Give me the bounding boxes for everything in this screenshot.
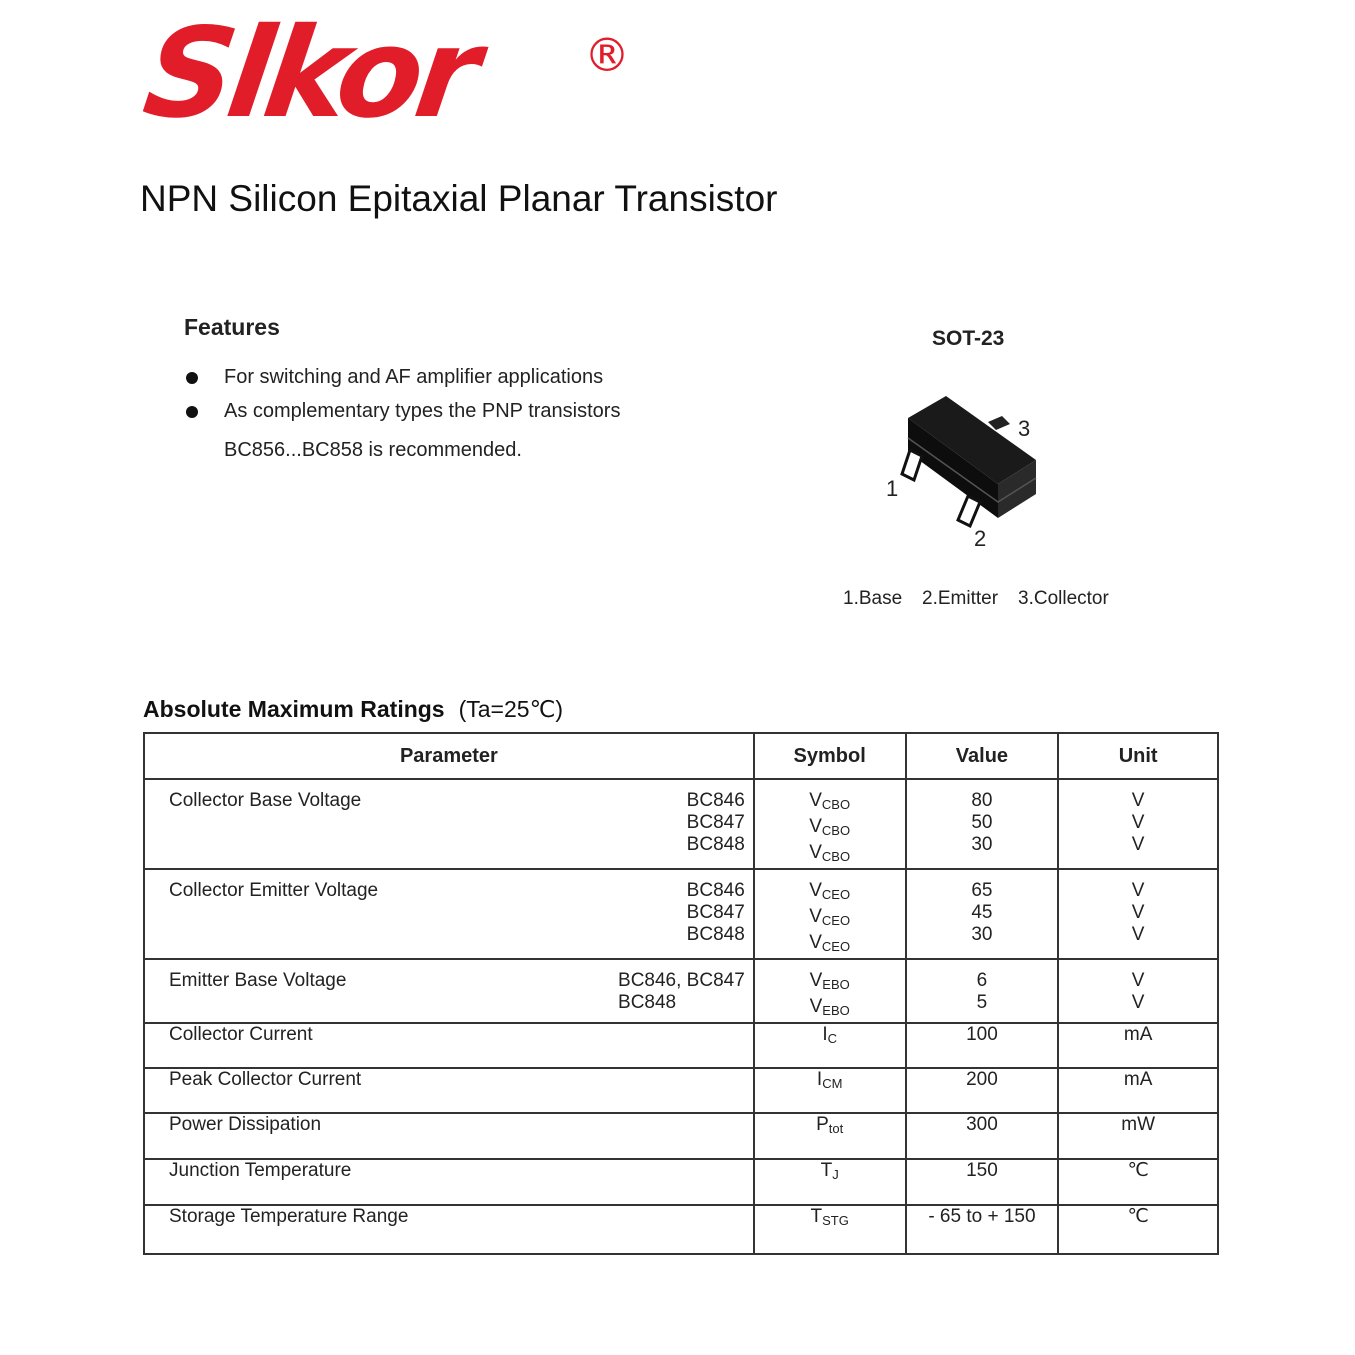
sot23-package-drawing [860,380,1060,560]
parameter-cell [144,959,754,1023]
variant-list [687,790,745,856]
parameter-name: Junction Temperature [144,1159,754,1205]
value: 100 [906,1023,1059,1068]
value: 45 [971,902,993,923]
unit: V [1131,880,1145,901]
symbol-cell [754,959,906,1023]
symbol: $V_{CEO}$ [809,906,851,928]
value: 6 [976,970,988,991]
parameter-name: Collector Base Voltage [169,790,362,811]
variant: BC848 [686,834,745,855]
value: 300 [906,1113,1059,1159]
unit: V [1131,992,1145,1013]
symbol: $V_{CEO}$ [809,880,851,902]
bullet-icon [186,372,198,384]
value: 50 [971,812,993,833]
symbol: $V_{EBO}$ [809,970,850,992]
parameter-cell [144,779,754,869]
value: 150 [906,1159,1059,1205]
registered-mark: ® [584,28,630,82]
ratings-table [143,732,1219,1255]
feature-item: As complementary types the PNP transistors [224,400,621,422]
unit: ℃ [1058,1159,1218,1205]
parameter-name: Collector Emitter Voltage [169,880,379,901]
symbol: $V_{EBO}$ [809,996,850,1018]
pin-legend-collector: 3.Collector [1018,588,1109,609]
unit: V [1131,834,1145,855]
unit: mA [1058,1068,1218,1113]
ratings-heading [143,696,563,723]
parameter-cell [144,869,754,959]
value-cell [906,779,1059,869]
brand-logo [136,2,646,148]
parameter-name: Collector Current [144,1023,754,1068]
bullet-icon [186,406,198,418]
variant: BC847 [686,812,745,833]
variant: BC846 [686,790,745,811]
feature-item: For switching and AF amplifier applications [224,366,604,388]
pin-number-1: 1 [886,476,899,501]
symbol: $V_{CBO}$ [809,842,851,864]
table-row [144,1205,1218,1254]
symbol-cell [754,779,906,869]
table-row [144,959,1218,1023]
unit-cell [1058,869,1218,959]
pin-number-3: 3 [1018,416,1031,441]
variant-list [618,970,745,1014]
value: 80 [971,790,993,811]
unit: V [1131,970,1145,991]
variant: BC847 [686,902,745,923]
value: 30 [971,834,993,855]
column-header-symbol: Symbol [754,733,906,779]
unit: V [1131,812,1145,833]
ratings-heading-text: Absolute Maximum Ratings [143,696,445,722]
variant: BC846, BC847 [618,970,745,991]
symbol: $T_{STG}$ [754,1205,906,1254]
ratings-condition: (Ta=25℃) [458,696,564,722]
table-row [144,1113,1218,1159]
variant: BC848 [686,924,745,945]
column-header-unit: Unit [1058,733,1218,779]
feature-item-continuation: BC856...BC858 is recommended. [224,439,522,461]
table-row [144,779,1218,869]
value: 200 [906,1068,1059,1113]
symbol: $V_{CEO}$ [809,932,851,954]
unit: V [1131,902,1145,923]
value-cell [906,959,1059,1023]
pin-legend-emitter: 2.Emitter [922,588,999,609]
symbol-cell [754,869,906,959]
parameter-name: Power Dissipation [144,1113,754,1159]
table-row [144,869,1218,959]
pin-number-2: 2 [974,526,987,551]
table-row [144,1023,1218,1068]
unit: V [1131,790,1145,811]
document-title: NPN Silicon Epitaxial Planar Transistor [140,178,778,219]
value-cell [906,869,1059,959]
symbol: $I_C$ [754,1023,906,1068]
features-heading: Features [184,314,280,340]
pin-legend-base: 1.Base [843,588,903,609]
unit: V [1131,924,1145,945]
table-row [144,1068,1218,1113]
package-title: SOT-23 [932,327,1005,350]
brand-logo-text: Slkor [136,2,483,146]
unit: mW [1058,1113,1218,1159]
symbol: $V_{CBO}$ [809,816,851,838]
variant: BC848 [618,992,677,1013]
symbol: $I_{CM}$ [754,1068,906,1113]
parameter-name: Storage Temperature Range [144,1205,754,1254]
value: 5 [976,992,988,1013]
variant: BC846 [686,880,745,901]
value: - 65 to + 150 [906,1205,1059,1254]
parameter-name: Peak Collector Current [144,1068,754,1113]
value: 65 [971,880,993,901]
unit-cell [1058,779,1218,869]
table-header-row [144,733,1218,779]
unit-cell [1058,959,1218,1023]
column-header-value: Value [906,733,1059,779]
value: 30 [971,924,993,945]
unit: mA [1058,1023,1218,1068]
table-row [144,1159,1218,1205]
column-header-parameter: Parameter [144,733,754,779]
symbol: $V_{CBO}$ [809,790,851,812]
unit: ℃ [1058,1205,1218,1254]
variant-list [687,880,745,946]
parameter-name: Emitter Base Voltage [169,970,347,991]
symbol: $P_{tot}$ [754,1113,906,1159]
symbol: $T_J$ [754,1159,906,1205]
